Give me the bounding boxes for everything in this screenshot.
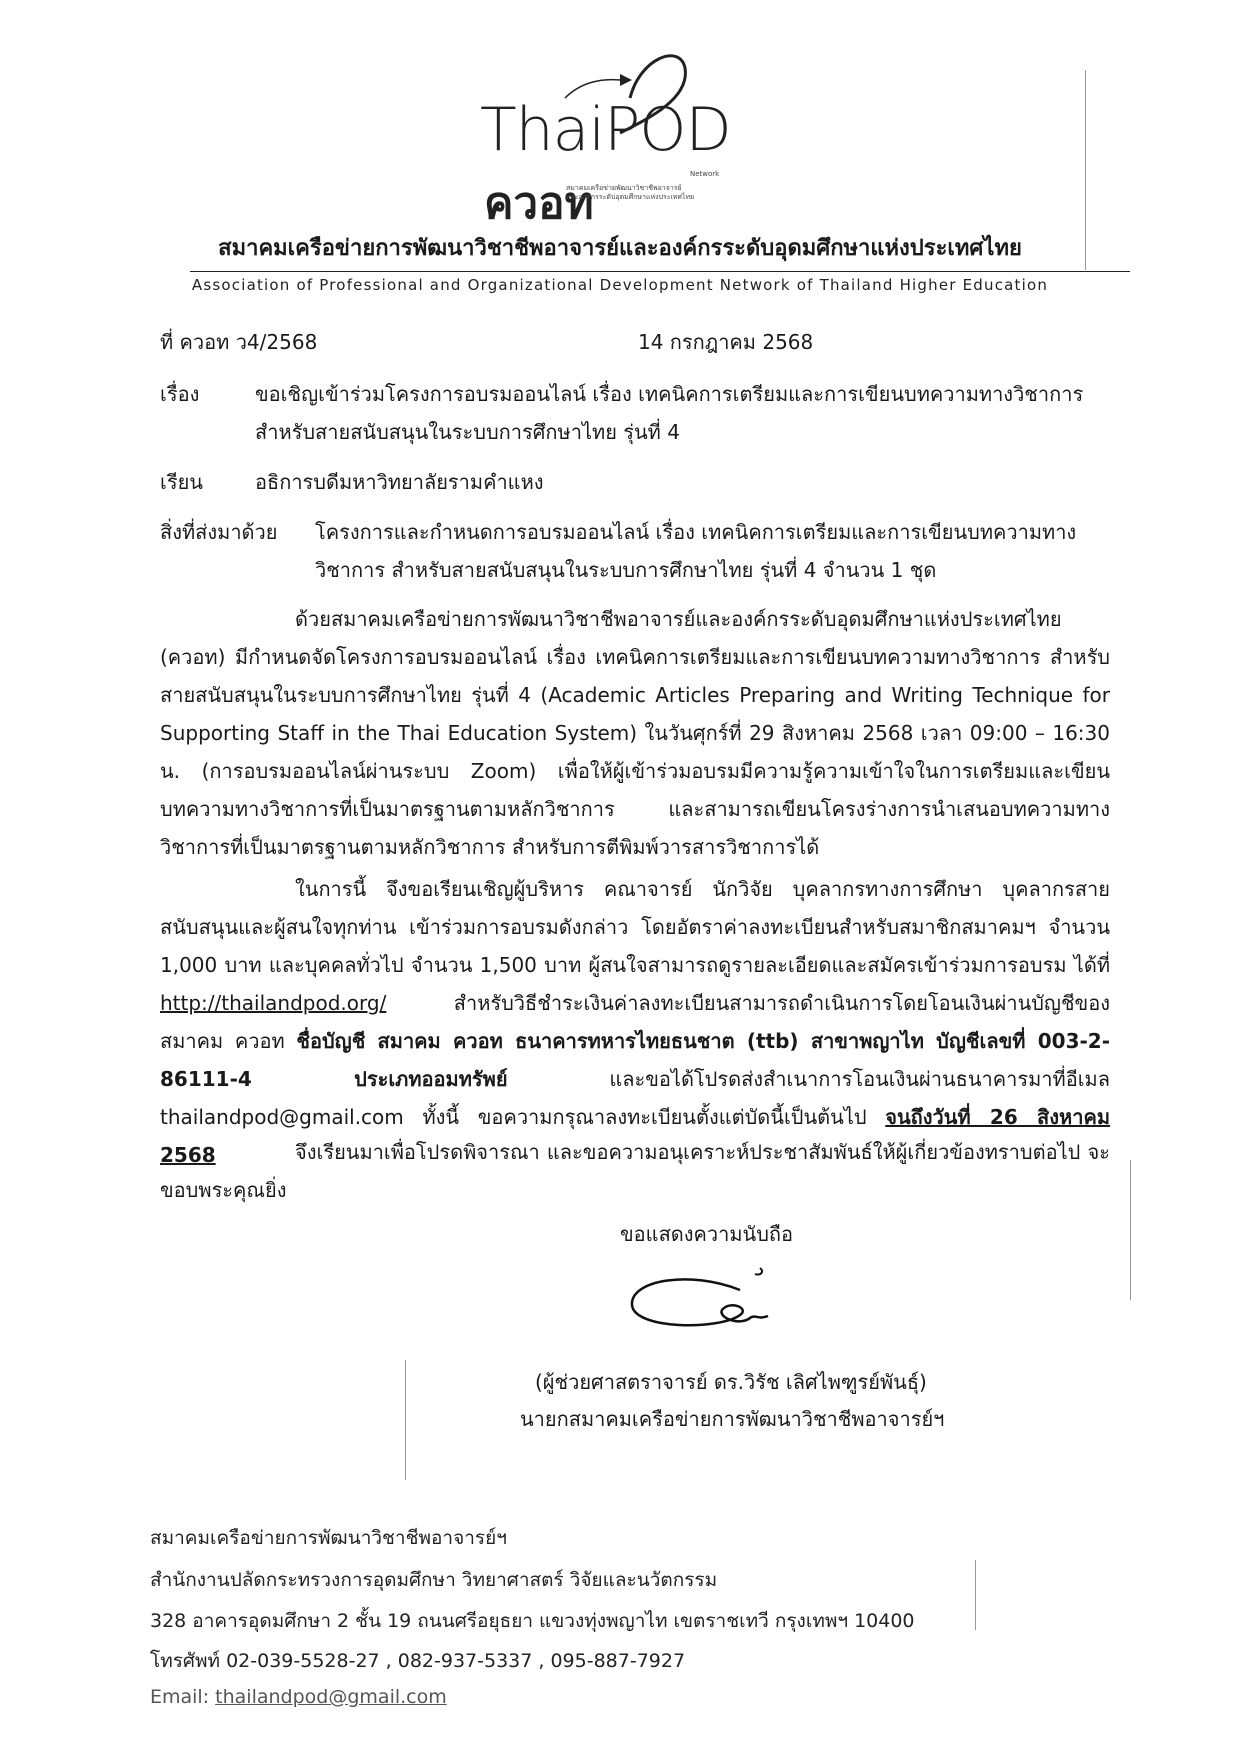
org-name-thai: สมาคมเครือข่ายการพัฒนาวิชาชีพอาจารย์และองค์กรระดับอุดมศึกษาแห่งประเทศไทย [218, 236, 1022, 261]
footer-email-label: Email: [150, 1686, 210, 1708]
subject-label: เรื่อง [160, 382, 200, 406]
footer-org: สมาคมเครือข่ายการพัฒนาวิชาชีพอาจารย์ฯ [150, 1527, 507, 1549]
bank-account-details: ชื่อบัญชี สมาคม ควอท ธนาคารทหารไทยธนชาต (ttb) สาขาพญาไท บัญชีเลขที่ 003-2-86111-4 ประเภทออมทรัพย์ [160, 1029, 1110, 1091]
recipient: อธิการบดีมหาวิทยาลัยรามคำแหง [255, 470, 544, 494]
footer-office: สำนักงานปลัดกระทรวงการอุดมศึกษา วิทยาศาสตร์ วิจัยและนวัตกรรม [150, 1569, 718, 1591]
body-paragraph-1: ด้วยสมาคมเครือข่ายการพัฒนาวิชาชีพอาจารย์และองค์กรระดับอุดมศึกษาแห่งประเทศไทย (ควอท) มีกำหนดจัดโครงการอบรมออนไลน์ เรื่อง เทคนิคการเตรียมและการเขียนบทความทางวิชาการ สำหรับสายสนับสนุนในระบบการศึกษาไทย รุ่นที่ 4 (Academic Articles Preparing and Writing Technique for Supporting Staff in the Thai Education System) ในวันศุกร์ที่ 29 สิงหาคม 2568 เวลา 09:00 – 16:30 น. (การอบรมออนไลน์ผ่านระบบ Zoom) เพื่อให้ผู้เข้าร่วมอบรมมีความรู้ความเข้าใจในการเตรียมและเขียนบทความทางวิชาการที่เป็นมาตรฐานตามหลักวิชาการ และสามารถเขียนโครงร่างการนำเสนอบทความทางวิชาการที่เป็นมาตรฐานตามหลักวิชาการ สำหรับการตีพิมพ์วารสารวิชาการได้ [160, 607, 1110, 859]
logo-small-line: และองค์กรระดับอุดมศึกษาแห่งประเทศไทย [566, 193, 695, 201]
signature-icon [610, 1260, 810, 1340]
reference-number: ที่ ควอท ว4/2568 [160, 330, 318, 354]
subject-line-1: ขอเชิญเข้าร่วมโครงการอบรมออนไลน์ เรื่อง เทคนิคการเตรียมและการเขียนบทความทางวิชาการ [255, 382, 1084, 406]
header-divider [190, 271, 1130, 272]
logo-wordmark: ThaiPOD [480, 95, 731, 165]
enclosure-label: สิ่งที่ส่งมาด้วย [160, 520, 278, 544]
logo-small-line: สมาคมเครือข่ายพัฒนาวิชาชีพอาจารย์ [566, 184, 682, 192]
scan-artifact-line [1130, 1160, 1131, 1300]
body-paragraph-2 [160, 870, 1110, 1174]
registration-link[interactable]: http://thailandpod.org/ [160, 991, 387, 1015]
paragraph-2-text-c: และขอได้โปรดส่งสำเนาการโอนเงินผ่านธนาคารมาที่อีเมล thailandpod@gmail.com ทั้งนี้ ขอความกรุณาลงทะเบียนตั้งแต่บัดนี้เป็นต้นไป [160, 1067, 1110, 1129]
enclosure-line-2: วิชาการ สำหรับสายสนับสนุนในระบบการศึกษาไทย รุ่นที่ 4 จำนวน 1 ชุด [315, 558, 937, 582]
footer-phone: โทรศัพท์ 02-039-5528-27 , 082-937-5337 , 095-887-7927 [150, 1650, 686, 1672]
enclosure-line-1: โครงการและกำหนดการอบรมออนไลน์ เรื่อง เทคนิคการเตรียมและการเขียนบทความทาง [315, 520, 1077, 544]
body-paragraph-3: จึงเรียนมาเพื่อโปรดพิจารณา และขอความอนุเคราะห์ประชาสัมพันธ์ให้ผู้เกี่ยวข้องทราบต่อไป จะขอบพระคุณยิ่ง [160, 1140, 1110, 1202]
logo-network-label: Network [690, 170, 720, 178]
scan-artifact-line [975, 1560, 976, 1630]
closing-salutation: ขอแสดงความนับถือ [620, 1222, 794, 1246]
logo-small-text [566, 184, 736, 202]
logo-thai-wordmark: ควอท [484, 178, 594, 229]
footer-email-row [150, 1686, 447, 1708]
footer-address: 328 อาคารอุดมศึกษา 2 ชั้น 19 ถนนศรีอยุธยา แขวงทุ่งพญาไท เขตราชเทวี กรุงเทพฯ 10400 [150, 1610, 915, 1632]
signatory-title: นายกสมาคมเครือข่ายการพัฒนาวิชาชีพอาจารย์ฯ [520, 1407, 945, 1431]
org-name-english: Association of Professional and Organizational Development Network of Thailand Higher Education [191, 276, 1049, 294]
scan-artifact-line [1085, 70, 1086, 270]
paragraph-2-text-a: ในการนี้ จึงขอเรียนเชิญผู้บริหาร คณาจารย์ นักวิจัย บุคลากรทางการศึกษา บุคลากรสายสนับสนุนและผู้สนใจทุกท่าน เข้าร่วมการอบรมดังกล่าว โดยอัตราค่าลงทะเบียนสำหรับสมาชิกสมาคมฯ จำนวน 1,000 บาท และบุคคลทั่วไป จำนวน 1,500 บาท ผู้สนใจสามารถดูรายละเอียดและสมัครเข้าร่วมการอบรม ได้ที่ [160, 877, 1110, 977]
signatory-name: (ผู้ช่วยศาสตราจารย์ ดร.วิรัช เลิศไพฑูรย์พันธุ์) [535, 1370, 927, 1394]
paragraph-2-text-b: สำหรับวิธีชำระเงินค่าลงทะเบียนสามารถดำเนินการโดยโอนเงินผ่านบัญชีของสมาคม ควอท [160, 991, 1110, 1053]
subject-line-2: สำหรับสายสนับสนุนในระบบการศึกษาไทย รุ่นที่ 4 [255, 420, 680, 444]
footer-email-link[interactable]: thailandpod@gmail.com [215, 1686, 447, 1708]
to-label: เรียน [160, 470, 203, 494]
scan-artifact-line [405, 1360, 406, 1480]
letter-date: 14 กรกฎาคม 2568 [638, 330, 814, 354]
registration-deadline: จนถึงวันที่ 26 สิงหาคม 2568 [160, 1105, 1111, 1167]
